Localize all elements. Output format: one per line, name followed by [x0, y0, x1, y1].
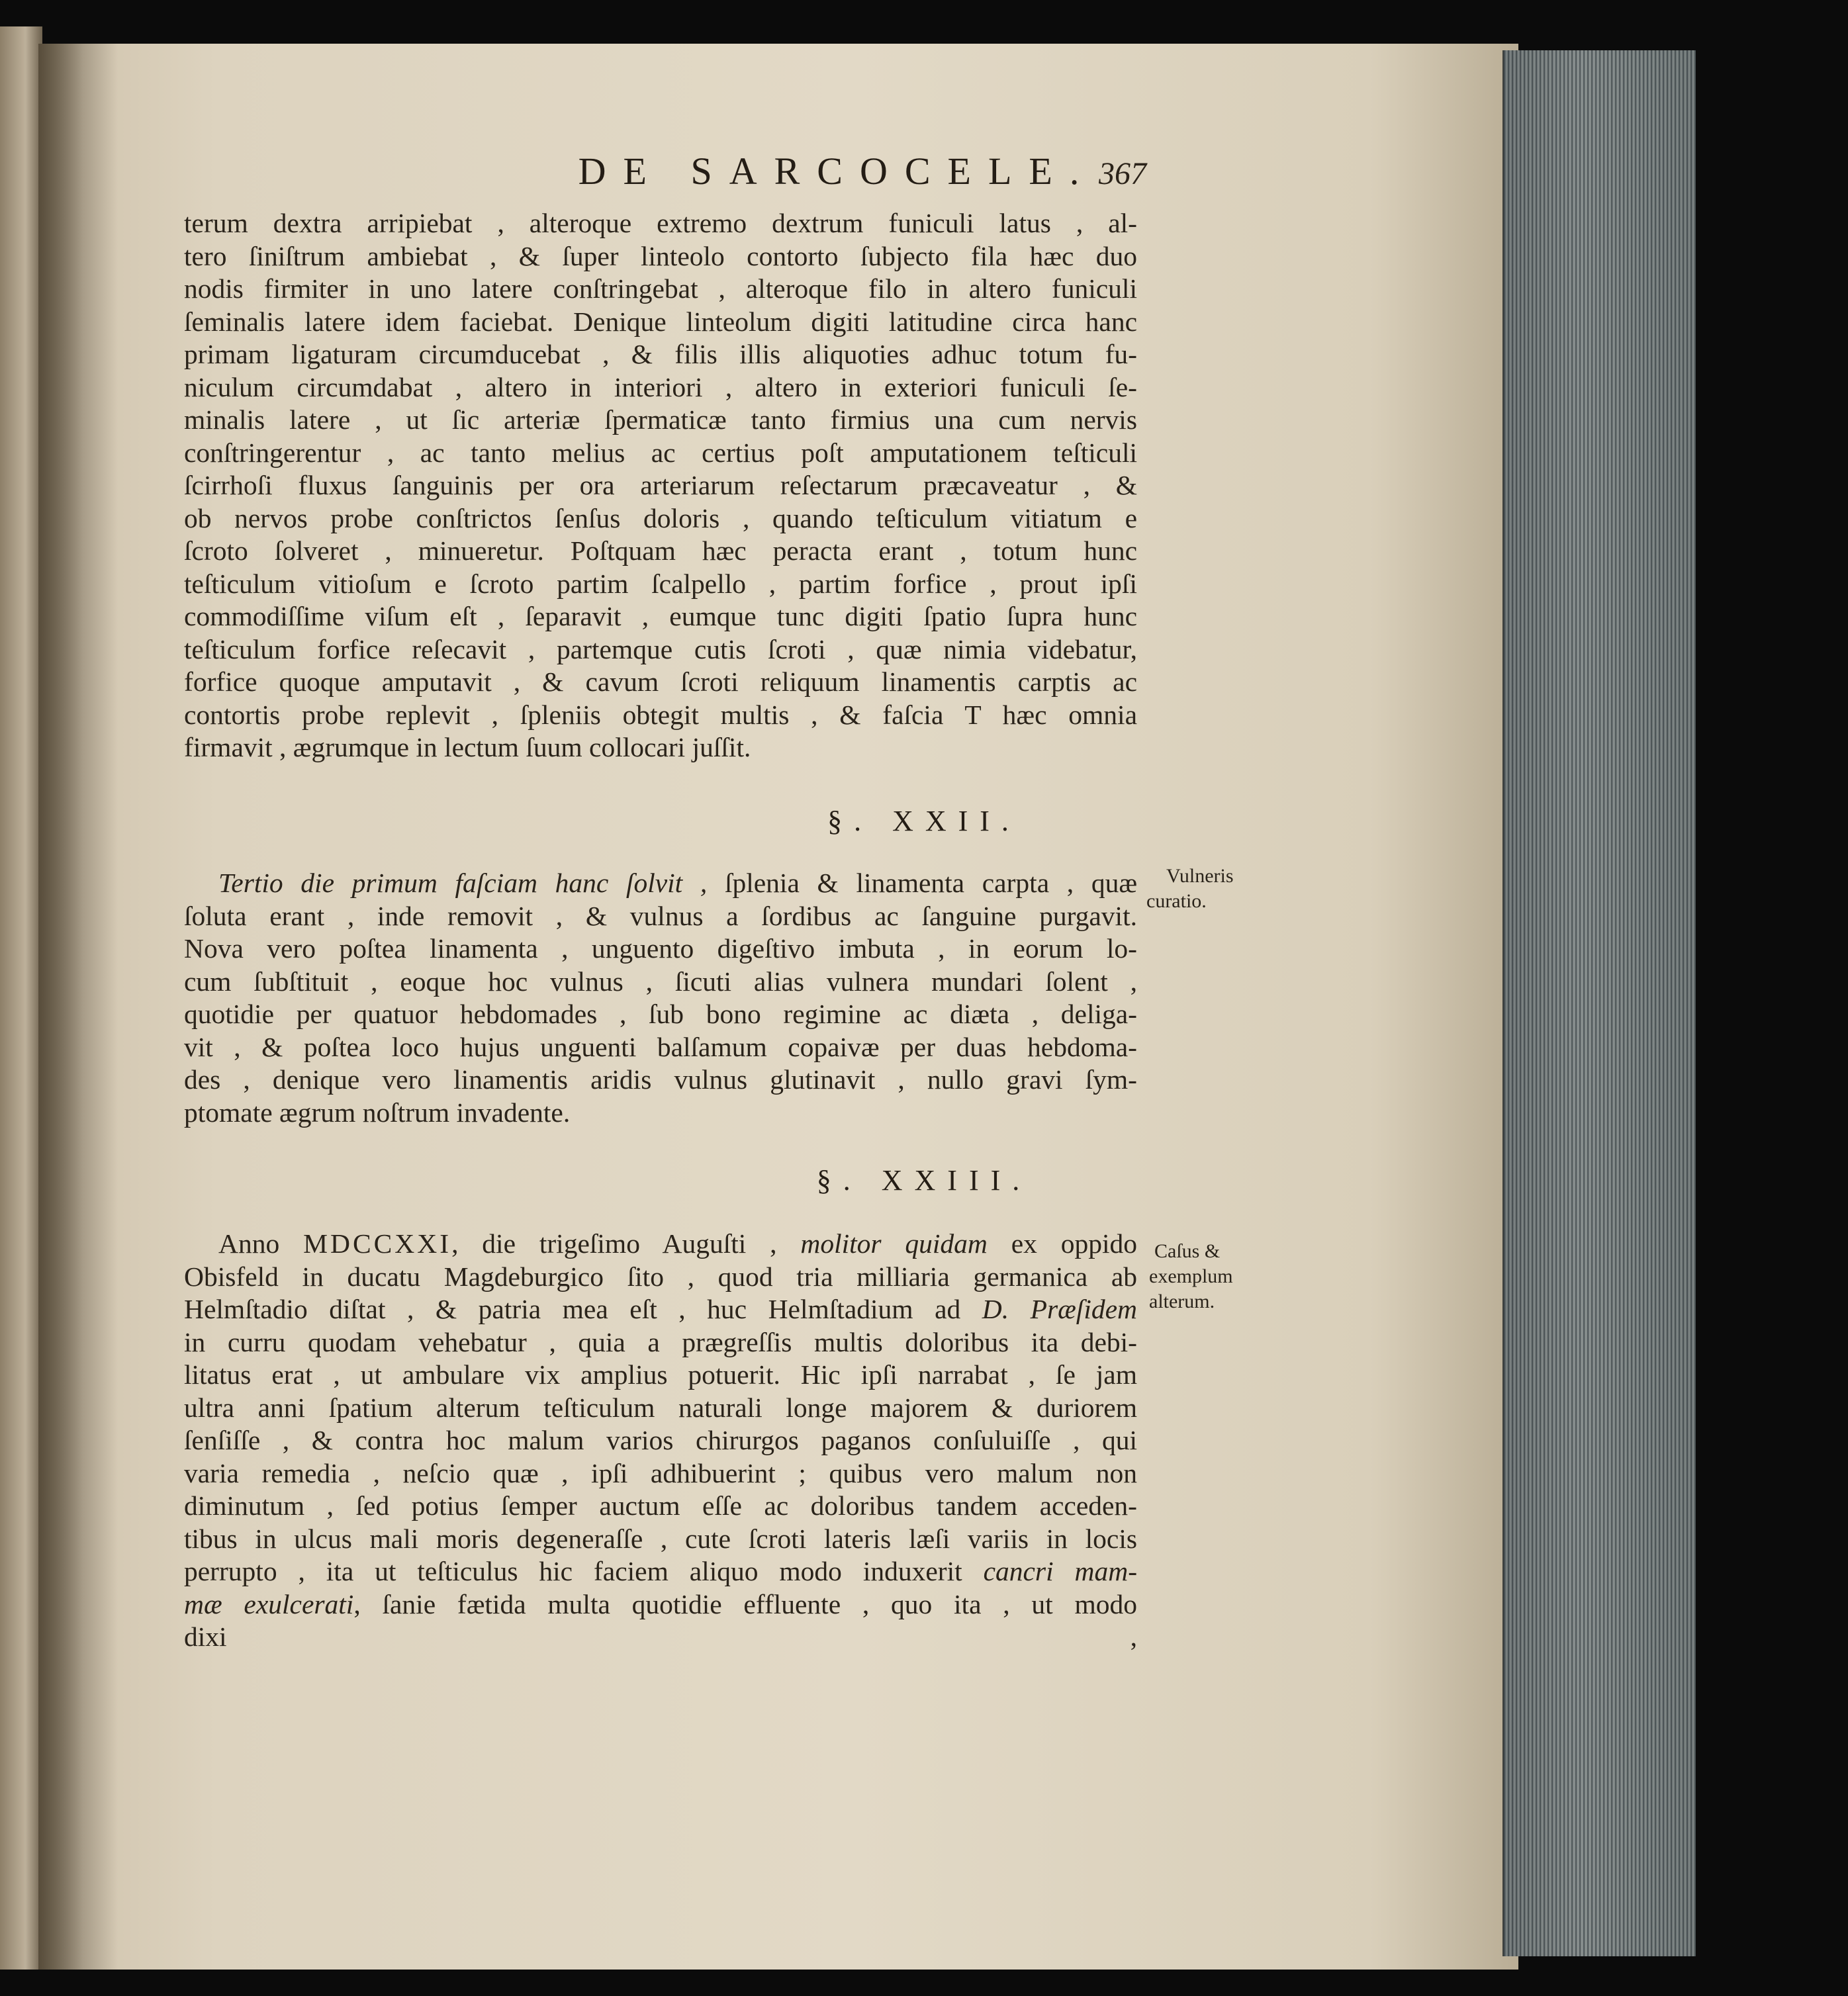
- page-block-edge: [1502, 50, 1696, 1956]
- text-span: perrupto , ita ut teſticulus hic faciem aliquo modo induxerit: [184, 1556, 962, 1586]
- text-line: [184, 867, 1137, 900]
- italic-phrase: D. Præſidem: [982, 1294, 1137, 1324]
- text-line: ultra anni ſpatium alterum teſticulum naturali longe majorem & duriorem: [184, 1392, 1137, 1423]
- text-line: [184, 1293, 1137, 1326]
- marginal-line: curatio.: [1146, 890, 1207, 912]
- paragraph-continuation: [184, 207, 1137, 764]
- marginal-line: exemplum: [1149, 1265, 1233, 1287]
- text-line: ſoluta erant , inde removit , & vulnus a ſordibus ac ſanguine purgavit.: [184, 900, 1137, 931]
- italic-phrase: Tertio die primum faſciam hanc ſolvit ,: [218, 868, 708, 898]
- italic-phrase: molitor quidam: [800, 1228, 988, 1259]
- text-line: varia remedia , neſcio quæ , ipſi adhibuerint ; quibus vero malum non: [184, 1457, 1137, 1488]
- text-line: [184, 1588, 1137, 1621]
- text-line: firmavit , ægrumque in lectum ſuum collocari juſſit.: [184, 732, 751, 762]
- text-line: vit , & poſtea loco hujus unguenti balſamum copaivæ per duas hebdoma-: [184, 1031, 1137, 1062]
- text-line: niculum circumdabat , altero in interiori , altero in exteriori funiculi ſe-: [184, 371, 1137, 402]
- text-line: tibus in ulcus mali moris degeneraſſe , cute ſcroti lateris læſi variis in locis: [184, 1523, 1137, 1554]
- text-line: in curru quodam vehebatur , quia a prægreſſis multis doloribus ita debi-: [184, 1326, 1137, 1357]
- italic-phrase: mæ exulcerati: [184, 1588, 354, 1619]
- page-header: [0, 149, 1848, 202]
- text-line: ſeminalis latere idem faciebat. Denique linteolum digiti latitudine circa hanc: [184, 306, 1137, 337]
- text-line: Obisfeld in ducatu Magdeburgico ſito , quod tria milliaria germanica ab: [184, 1261, 1137, 1292]
- marginal-line: Caſus &: [1154, 1240, 1221, 1262]
- text-span: ſplenia & linamenta carpta , quæ: [724, 868, 1137, 898]
- text-line: ſcirrhoſi fluxus ſanguinis per ora arteriarum reſectarum præcaveatur , &: [184, 470, 1137, 500]
- text-line: ſenſiſſe , & contra hoc malum varios chirurgos paganos conſuluiſſe , qui: [184, 1425, 1137, 1455]
- text-line: ob nervos probe conſtrictos ſenſus doloris , quando teſticulum vitiatum e: [184, 502, 1137, 533]
- text-span: , die trigeſimo Auguſti ,: [451, 1228, 777, 1259]
- text-line: [184, 1555, 1137, 1588]
- paragraph-section-23: [184, 1228, 1137, 1654]
- page-number: 367: [1099, 156, 1146, 191]
- section-heading-22: §. XXII.: [827, 805, 1021, 837]
- text-line: Nova vero poſtea linamenta , unguento digeſtivo imbuta , in eorum lo-: [184, 933, 1137, 964]
- text-line: ſcroto ſolveret , minueretur. Poſtquam hæc peracta erant , totum hunc: [184, 535, 1137, 566]
- marginal-note-23: [1149, 1239, 1233, 1314]
- facing-page-edge: [0, 26, 42, 1970]
- text-line: terum dextra arripiebat , alteroque extremo dextrum funiculi latus , al-: [184, 208, 1137, 238]
- marginal-line: Vulneris: [1166, 865, 1234, 887]
- text-line: teſticulum vitioſum e ſcroto partim ſcalpello , partim forfice , prout ipſi: [184, 568, 1137, 599]
- text-line: quotidie per quatuor hebdomades , ſub bono regimine ac diæta , deliga-: [184, 999, 1137, 1029]
- marginal-line: alterum.: [1149, 1291, 1215, 1312]
- text-span: Helmſtadio diſtat , & patria mea eſt , huc Helmſtadium ad: [184, 1294, 961, 1324]
- italic-phrase: cancri mam-: [983, 1556, 1137, 1586]
- year-numeral: MDCCXXI: [303, 1228, 452, 1259]
- text-line: forfice quoque amputavit , & cavum ſcroti reliquum linamentis carptis ac: [184, 666, 1137, 697]
- text-line: des , denique vero linamentis aridis vulnus glutinavit , nullo gravi ſym-: [184, 1064, 1137, 1095]
- text-line: contortis probe replevit , ſpleniis obtegit multis , & faſcia T hæc omnia: [184, 699, 1137, 730]
- text-line: tero ſiniſtrum ambiebat , & ſuper linteolo contorto ſubjecto fila hæc duo: [184, 240, 1137, 271]
- catchword: dixi ,: [184, 1621, 1137, 1652]
- text-line: primam ligaturam circumducebat , & filis illis aliquoties adhuc totum fu-: [184, 339, 1137, 369]
- text-line: ptomate ægrum noſtrum invadente.: [184, 1097, 571, 1128]
- text-line: cum ſubſtituit , eoque hoc vulnus , ſicuti alias vulnera mundari ſolent ,: [184, 966, 1137, 997]
- text-span: ex oppido: [1011, 1228, 1137, 1259]
- text-line: nodis firmiter in uno latere conſtringebat , alteroque filo in altero funiculi: [184, 273, 1137, 304]
- text-line: minalis latere , ut ſic arteriæ ſpermaticæ tanto firmius una cum nervis: [184, 404, 1137, 435]
- text-line: conſtringerentur , ac tanto melius ac certius poſt amputationem teſticuli: [184, 437, 1137, 468]
- text-line: diminutum , ſed potius ſemper auctum eſſe ac doloribus tandem acceden-: [184, 1490, 1137, 1521]
- paragraph-section-22: [184, 867, 1137, 1129]
- section-heading-23: §. XXIII.: [816, 1164, 1032, 1197]
- text-span: , ſanie fætida multa quotidie effluente , quo ita , ut modo: [353, 1588, 1137, 1619]
- text-line: [184, 1228, 1137, 1261]
- text-line: teſticulum forfice reſecavit , partemque cutis ſcroti , quæ nimia videbatur,: [184, 633, 1137, 664]
- text-line: commodiſſime viſum eſt , ſeparavit , eumque tunc digiti ſpatio ſupra hunc: [184, 601, 1137, 631]
- running-title: DE SARCOCELE.: [578, 150, 1097, 193]
- text-line: litatus erat , ut ambulare vix amplius potuerit. Hic ipſi narrabat , ſe jam: [184, 1359, 1137, 1390]
- gutter-shadow: [38, 44, 118, 1970]
- marginal-note-22: [1146, 864, 1234, 914]
- text-span: Anno: [218, 1228, 280, 1259]
